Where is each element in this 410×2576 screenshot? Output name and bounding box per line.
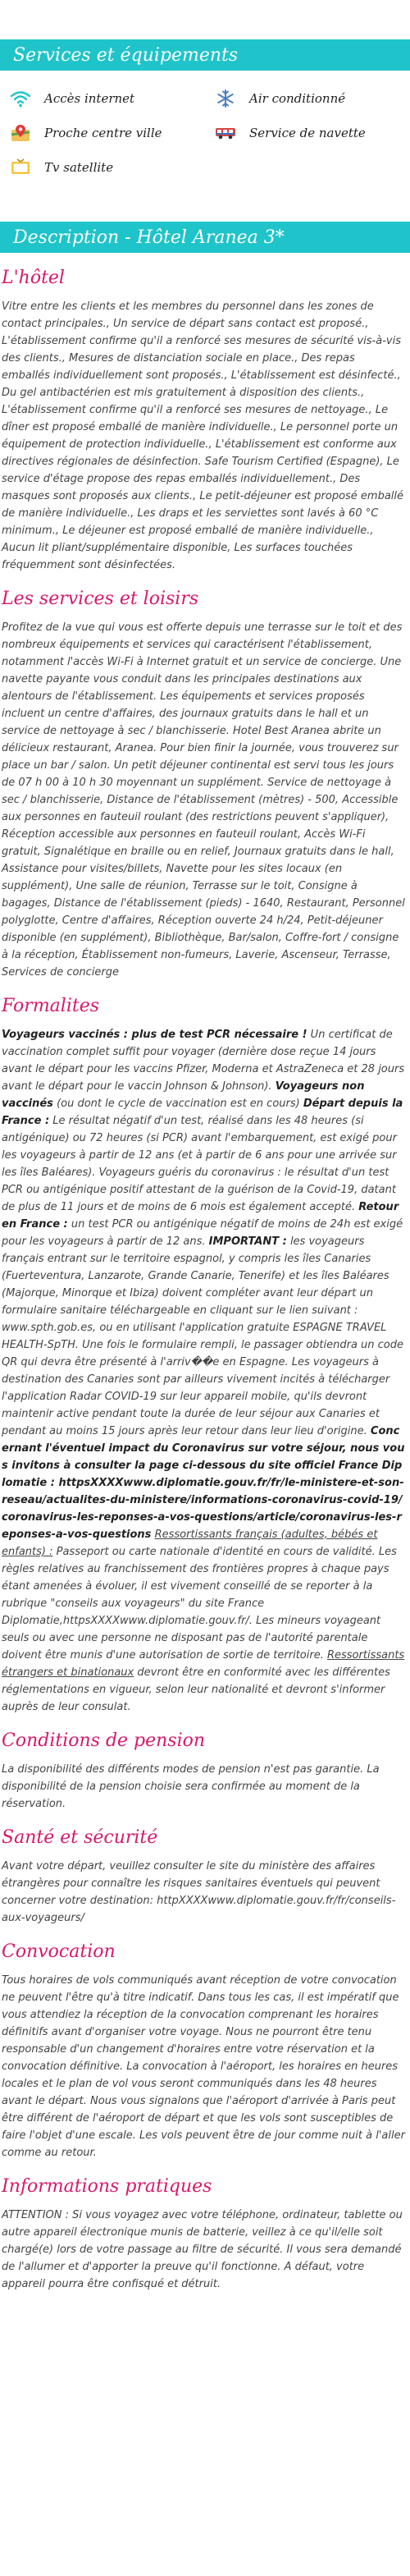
map-pin-icon (8, 123, 33, 143)
shuttle-bus-icon (213, 123, 238, 143)
formalities-important-heading: IMPORTANT : (208, 1235, 287, 1248)
section-title-pension: Conditions de pension (2, 1730, 206, 1751)
amenities-grid (0, 80, 410, 184)
formalities-text-4: un test PCR ou antigénique négatif de moins de 24h est exigé pour les voyageurs à partir de 12 ans. (2, 1218, 403, 1248)
formalities-return-heading: Retour en France : (2, 1201, 399, 1231)
section-text-practical: ATTENTION : Si vous voyagez avec votre téléphone, ordinateur, tablette ou autre appareil électronique munis de batterie, veillez à ce qu'il/elle soit chargé(e) lors de votre passage au filtre de sécurité. Il vous sera demandé de l'allumer et d'apporter la preuve qu'il fonctionne. A défaut, votre appareil pourra être confisqué et détruit. (2, 2209, 403, 2290)
section-text-formalities (2, 1026, 408, 1716)
amenity-shuttle: Service de navette (213, 121, 410, 144)
formalities-unvaccinated-heading: Voyageurs non vaccinés (2, 1080, 365, 1110)
amenity-tv: Tv satellite (8, 156, 213, 179)
section-title-practical: Informations pratiques (2, 2176, 212, 2197)
tv-icon (8, 158, 33, 177)
amenity-city-center: Proche centre ville (8, 121, 213, 144)
formalities-text-2: (ou dont le cycle de vaccination est en cours) (52, 1098, 303, 1110)
formalities-coronavirus-link[interactable]: Concernant l'éventuel impact du Coronavirus sur votre séjour, nous vous invitons à consulter la page ci-dessous du site officiel France Diplomatie : httpsXXXXwww.diplomatie.gouv.fr/fr/le-ministere-et-son-reseau/actualites-du-ministere/informations-coronavirus-covid-19/coronavirus-les-reponses-a-vos-questions/article/coronavirus-les-reponses-a-vos-questions (2, 1425, 405, 1541)
formalities-text-3: Le résultat négatif d'un test, réalisé dans les 48 heures (si antigénique) ou 72 heures (si PCR) avant l'embarquement, est exigé pour les voyageurs à partir de 12 ans (et à partir de 6 ans pour une arrivée sur les îles Baléares). Voyageurs guéris du coronavirus : le résultat d'un test PCR ou antigénique positif attestant de la guérison de la Covid-19, datant de plus de 11 jours et de moins de 6 mois est également accepté. (2, 1115, 397, 1213)
section-title-hotel: L'hôtel (2, 268, 65, 288)
formalities-text-6: Passeport ou carte nationale d'identité en cours de validité. Les règles relatives au franchissement des frontières propres à chaque pays étant amenées à évoluer, il est vivement conseillé de se reporter à la rubrique "conseils aux voyageurs" du site France Diplomatie,httpsXXXXwww.diplomatie.gouv.fr/. Les mineurs voyageant seuls ou avec une personne ne disposant pas de l'autorité parentale doivent être munis d'une autorisation de sortie de territoire. (2, 1546, 397, 1662)
section-text-hotel: Vitre entre les clients et les membres du personnel dans les zones de contact principales., Un service de départ sans contact est proposé., L'établissement confirme qu'il a renforcé ses mesures de sécurité vis-à-vis des clients., Mesures de distanciation sociale en place., Des repas emballés individuellement sont proposés., L'établissement est désinfecté., Du gel antibactérien est mis gratuitement à disposition des clients., L'établissement confirme qu'il a renforcé ses mesures de nettoyage., Le dîner est proposé emballé de manière individuelle., Le personnel porte un équipement de protection individuelle., L'établissement est conforme aux directives régionales de désinfection. Safe Tourism Certified (Espagne), Le service d'étage propose des repas emballés individuellement., Des masques sont proposés aux clients., Le petit-déjeuner est proposé emballé de manière individuelle., Les draps et les serviettes sont lavés à 60 °C minimum., Le déjeuner est proposé emballé de manière individuelle., Aucun lit pliant/supplémentaire disponible, Les surfaces touchées fréquemment sont désinfectées. (2, 300, 404, 571)
section-title-convocation: Convocation (2, 1941, 116, 1962)
section-text-convocation: Tous horaires de vols communiqués avant réception de votre convocation ne peuvent l'être qu'à titre indicatif. Dans tous les cas, il est impératif que vous attendiez la réception de la convocation comprenant les horaires définitifs avant d'organiser votre voyage. Nous ne pourront être tenu responsable d'un changement d'horaires entre votre réservation et la convocation définitive. La convocation à l'aéroport, les horaires en heures locales et le plan de vol vous seront communiqués dans les 48 heures avant le départ. Nous vous signalons que l'aéroport d'arrivée à Paris peut être différent de l'aéroport de départ et que les vols sont susceptibles de faire l'objet d'une escale. Les vols peuvent être de jour comme nuit à l'aller comme au retour. (2, 1974, 405, 2159)
section-title-services: Les services et loisirs (2, 589, 199, 609)
amenity-internet: Accès internet (8, 87, 213, 110)
section-text-health: Avant votre départ, veuillez consulter le site du ministère des affaires étrangères pour connaître les risques sanitaires éventuels qui peuvent concerner votre destination: httpXXXXwww.diplomatie.gouv.fr/fr/conseils-aux-voyageurs/ (2, 1860, 396, 1924)
formalities-text-7: devront être en conformité avec les différentes réglementations en vigueur, selon leur nationalité et devront s'informer auprès de leur consulat. (2, 1666, 390, 1713)
formalities-french-nationals: Ressortissants français (adultes, bébés et enfants) : (2, 1529, 378, 1558)
amenity-aircon: Air conditionné (213, 87, 410, 110)
wifi-icon (8, 89, 33, 108)
formalities-foreign-nationals: Ressortissants étrangers et binationaux (2, 1649, 405, 1679)
formalities-vaccinated-heading: Voyageurs vaccinés : plus de test PCR nécessaire ! (2, 1029, 308, 1041)
description-header: Description - Hôtel Aranea 3* (0, 222, 410, 253)
formalities-departure-heading: Départ depuis la France : (2, 1098, 403, 1127)
formalities-text-1: Un certificat de vaccination complet suffit pour voyager (dernière dose reçue 14 jours avant le départ pour les vaccins Pfizer, Moderna et AstraZeneca et 28 jours avant le départ pour le vaccin Johnson & Johnson). (2, 1029, 405, 1093)
description-content (0, 268, 410, 2293)
page (0, 39, 410, 2293)
section-text-services: Profitez de la vue qui vous est offerte depuis une terrasse sur le toit et des nombreux équipements et services qui caractérisent l'établissement, notamment l'accès Wi-Fi à Internet gratuit et un service de concierge. Une navette payante vous conduit dans les principales destinations aux alentours de l'établissement. Les équipements et services proposés incluent un centre d'affaires, des journaux gratuits dans le hall et un service de nettoyage à sec / blanchisserie. Hotel Best Aranea abrite un délicieux restaurant, Aranea. Pour bien finir la journée, vous trouverez sur place un bar / salon. Un petit déjeuner continental est servi tous les jours de 07 h 00 à 10 h 30 moyennant un supplément. Service de nettoyage à sec / blanchisserie, Distance de l'établissement (mètres) - 500, Accessible aux personnes en fauteuil roulant (des restrictions peuvent s'appliquer), Réception accessible aux personnes en fauteuil roulant, Accès Wi-Fi gratuit, Signalétique en braille ou en relief, Journaux gratuits dans le hall, Assistance pour visites/billets, Navette pour les sites locaux (en supplément), Une salle de réunion, Terrasse sur le toit, Consigne à bagages, Distance de l'établissement (pieds) - 1640, Restaurant, Personnel polyglotte, Centre d'affaires, Réception ouverte 24 h/24, Petit-déjeuner disponible (en supplément), Bibliothèque, Bar/salon, Coffre-fort / consigne à la réception, Établissement non-fumeurs, Laverie, Ascenseur, Terrasse, Services de concierge (2, 621, 405, 979)
formalities-text-5: les voyageurs français entrant sur le territoire espagnol, y compris les îles Canaries (Fuerteventura, Lanzarote, Grande Canarie, Tenerife) et les îles Baléares (Majorque, Minorque et Ibiza) doivent compléter avant leur départ un formulaire sanitaire téléchargeable en cliquant sur le lien suivant : www.spth.gob.es, ou en utilisant l'application gratuite ESPAGNE TRAVEL HEALTH-SpTH. Une fois le formulaire rempli, le passager obtiendra un code QR qui devra être présenté à l'arriv��e en Espagne. Les voyageurs à destination des Canaries sont par ailleurs vivement incités à télécharger l'application Radar COVID-19 sur leur appareil mobile, qu'ils devront maintenir active pendant toute la durée de leur séjour aux Canaries et pendant au moins 15 jours après leur retour dans leur lieu d'origine. (2, 1235, 404, 1437)
section-title-formalities: Formalites (2, 996, 100, 1016)
snowflake-icon (213, 89, 238, 108)
amenities-header: Services et équipements (0, 39, 410, 71)
section-text-pension: La disponibilité des différents modes de pension n'est pas garantie. La disponibilité de la pension choisie sera confirmée au moment de la réservation. (2, 1763, 380, 1810)
section-title-health: Santé et sécurité (2, 1827, 158, 1848)
